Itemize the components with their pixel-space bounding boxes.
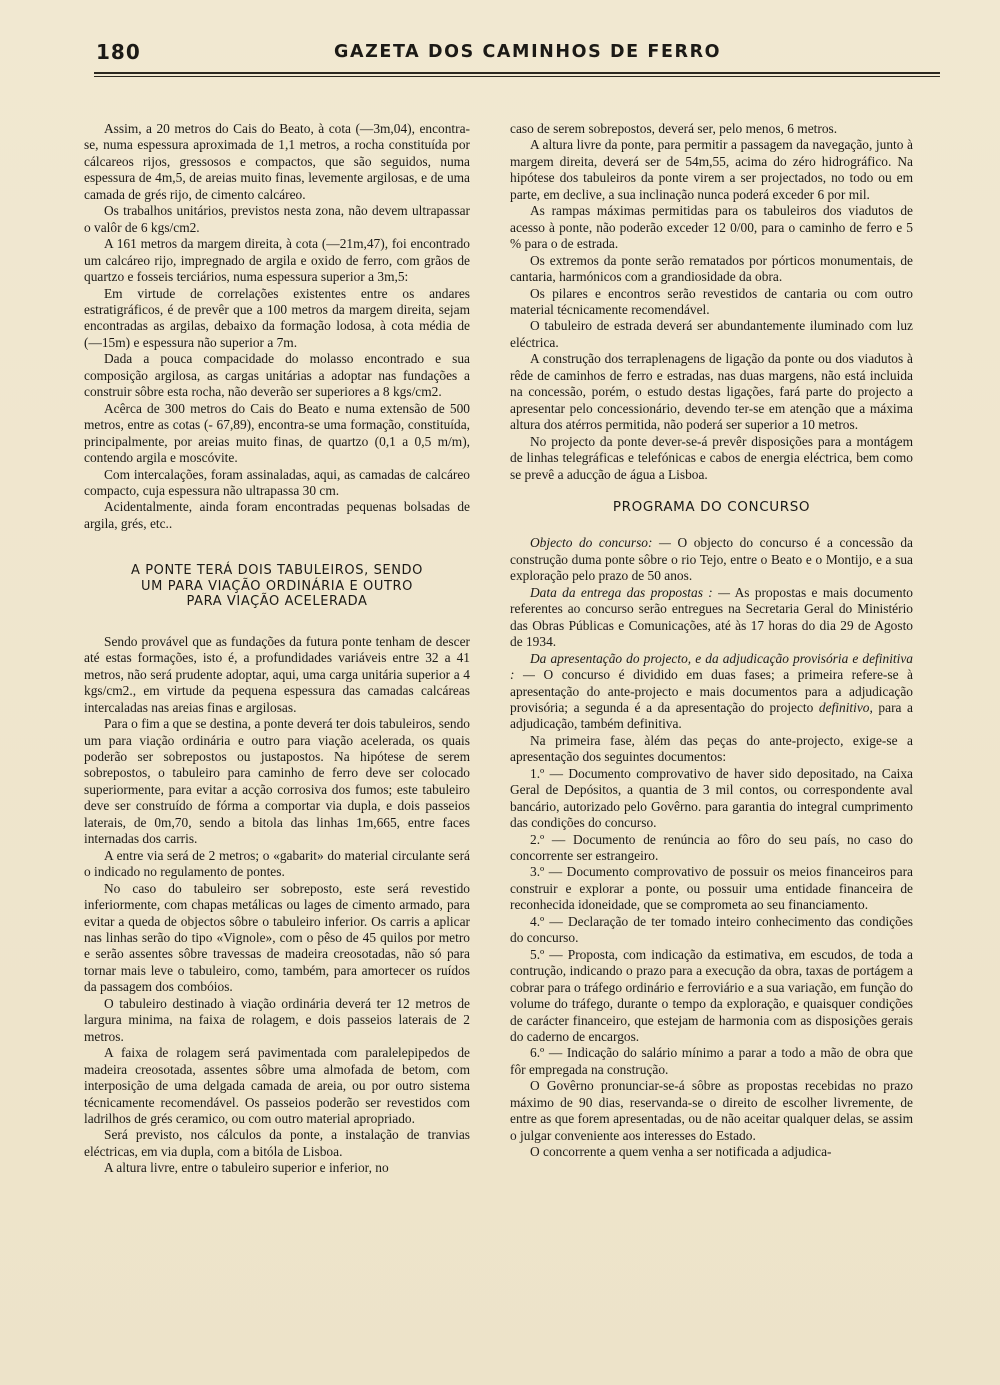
paragraph: A 161 metros da margem direita, à cota (—21m,47), foi encontrado um calcáreo rijo, impregnado de argila e oxido de ferro, com grãos de quartzo e fosseis terciários, numa espessura superior a 3m,5:: [84, 236, 470, 285]
apresentacao-text-b: para a adjudicação, também definitiva.: [510, 699, 913, 732]
paragraph: As rampas máximas permitidas para os tabuleiros dos viadutos de acesso à ponte, não poderão exceder 12 0/00, para o caminho de ferro e 5 % para o de estrada.: [510, 203, 913, 252]
paragraph: Assim, a 20 metros do Cais do Beato, à cota (—3m,04), encontra-se, numa espessura aproximada de 1,1 metros, a rocha constituída por cálcareos rijos, gressosos e compactos, que são seguidos, numa espessura de 4m,5, de areias muito finas, levemente argilosas, e de uma camada de grés rijo, de cimento calcáreo.: [84, 121, 470, 202]
paragraph: Acidentalmente, ainda foram encontradas pequenas bolsadas de argila, grés, etc..: [84, 499, 470, 531]
paragraph: Acêrca de 300 metros do Cais do Beato e numa extensão de 500 metros, entre as cotas (- 67,89), encontra-se uma formação, constituída, principalmente, por areias muito finas, de quartzo (0,1 a 0,5 m/m), contendo argila e moscóvite.: [84, 400, 470, 466]
objecto-label: Objecto do concurso: —: [530, 535, 671, 551]
paragraph: O concorrente a quem venha a ser notificada a adjudica-: [530, 1144, 832, 1160]
paragraph: Para o fim a que se destina, a ponte deverá ter dois tabuleiros, sendo um para viação ordinária e outro para viação acelerada, os quais poderão ser sobrepostos ou justapostos. Na hipótese de serem sobrepostos, o tabuleiro para caminho de ferro deve ser colocado superiormente, para evitar a acção corrosiva dos fumos; este tabuleiro deve ser construído de fórma a comportar via dupla, e dois passeios laterais, de 0m,70, sendo a bitola das linhas 1m,665, entre faces internadas dos carris.: [84, 716, 470, 847]
section-heading-line: PARA VIAÇÃO ACELERADA: [186, 594, 368, 610]
running-title: GAZETA DOS CAMINHOS DE FERRO: [334, 42, 722, 62]
list-item: 1.º — Documento comprovativo de haver sido depositado, na Caixa Geral de Depósitos, a quantia de 3 mil contos, ou correspondente aval bancário, autorizado pelo Govêrno. para garantia do integral cumprimento das condições do concurso.: [510, 765, 913, 831]
paragraph-apresentacao: [510, 651, 913, 733]
paragraph-data: [510, 585, 913, 651]
data-text: As propostas e mais documento referentes ao concurso serão entregues na Secretaria Geral do Ministério das Obras Públicas e Comunicações, até às 17 horas do dia 29 de Agosto de 1934.: [510, 584, 913, 650]
paragraph-objecto: [510, 535, 913, 584]
left-column: [84, 121, 470, 1177]
paragraph: A construção dos terraplenagens de ligação da ponte ou dos viadutos à rêde de caminhos de ferro e estradas, nas duas margens, não está incluida na concessão, porém, o estudo destas ligações, fará parte do projecto a apresentar pelo concessionário, devendo ter-se em atenção que a máxima altura dos atérros permitida, não poderá ser superior a 10 metros.: [510, 351, 913, 433]
paragraph: A faixa de rolagem será pavimentada com paralelepipedos de madeira creosotada, assentes sôbre uma almofada de betom, com interposição de uma delgada camada de areia, ou por outro sistema técnicamente recomendável. Os passeios poderão ser revestidos com ladrilhos de grés ceramico, ou com outro material apropriado.: [84, 1045, 470, 1126]
objecto-text: O objecto do concurso é a concessão da construção duma ponte sôbre o rio Tejo, entre o Beato e o Montijo, e a sua exploração pelo prazo de 50 anos.: [510, 535, 914, 584]
paragraph: A entre via será de 2 metros; o «gabarit» do material circulante será o indicado no regulamento de pontes.: [84, 847, 470, 880]
paragraph: Sendo provável que as fundações da futura ponte tenham de descer até estas formações, isto é, a profundidades variáveis entre 32 a 41 metros, não será prudente adoptar, aqui, uma carga unitária superior a 4 kgs/cm2., em virtude da pequena espessura das camadas calcáreas intercaladas nas areias finas e argilosas.: [84, 633, 470, 715]
apresentacao-italic: definitivo,: [818, 699, 873, 715]
paragraph: Dada a pouca compacidade do molasso encontrado e sua composição argilosa, as cargas unitárias a adoptar nas fundações a construir sôbre esta rocha, não deverão ser superiores a 8 kgs/cm2.: [84, 351, 470, 400]
paragraph: No projecto da ponte dever-se-á prevêr disposições para a montágem de linhas telegráficas e telefónicas e cabos de energia eléctrica, bem como se prevê a aducção de água a Lisboa.: [510, 433, 913, 482]
page-number: 180: [96, 40, 141, 64]
section-heading-line: A PONTE TERÁ DOIS TABULEIROS, SENDO: [130, 563, 424, 579]
list-item: 2.º — Documento de renúncia ao fôro do seu país, no caso do concorrente ser estrangeiro.: [510, 831, 913, 864]
apresentacao-text-a: O concurso é dividido em duas fases; a primeira refere-se à apresentação do ante-projecto e mais documentos para a adjudicação provisória; a segunda é a da apresentação do projecto: [510, 667, 913, 715]
apresentacao-label: Da apresentação do projecto, e da adjudicação provisória e definitiva : —: [510, 650, 913, 683]
list-item: 3.º — Documento comprovativo de possuir os meios financeiros para construir e explorar a ponte, ou possuir uma entidade financeira de reconhecida idoneidade, que se comprometa ao seu financiamento.: [510, 864, 913, 913]
paragraph: Com intercalações, foram assinaladas, aqui, as camadas de calcáreo compacto, cuja espessura não ultrapassa 30 cm.: [84, 466, 470, 498]
header-rule: [94, 72, 940, 77]
data-label: Data da entrega das propostas : —: [530, 584, 731, 600]
paragraph: O tabuleiro de estrada deverá ser abundantemente iluminado com luz eléctrica.: [510, 318, 913, 350]
paragraph: Os extremos da ponte serão rematados por pórticos monumentais, de cantaria, harmónicos com a grandiosidade da obra.: [510, 252, 913, 285]
section-heading-line: UM PARA VIAÇÃO ORDINÁRIA E OUTRO: [141, 578, 413, 594]
paragraph: Os trabalhos unitários, previstos nesta zona, não devem ultrapassar o valôr de 6 kgs/cm2.: [84, 203, 470, 235]
list-item: 4.º — Declaração de ter tomado inteiro conhecimento das condições do concurso.: [510, 913, 913, 946]
paragraph: Os pilares e encontros serão revestidos de cantaria ou com outro material técnicamente recomendável.: [510, 285, 913, 317]
paragraph: caso de serem sobrepostos, deverá ser, pelo menos, 6 metros.: [510, 121, 838, 136]
paragraph: Em virtude de correlações existentes entre os andares estratigráficos, é de prevêr que a 100 metros da margem direita, sejam encontradas as argilas, debaixo da formação lodosa, à cota média de (—15m) e espessura não superior a 7m.: [84, 285, 470, 350]
right-column: [510, 121, 913, 1161]
paragraph: A altura livre da ponte, para permitir a passagem da navegação, junto à margem direita, deverá ser de 54m,55, acima do zéro hidrográfico. Na hipótese dos tabuleiros da ponte virem a ser projectados, no todo ou em parte, em declive, a sua inclinação nunca poderá exceder 6 por mil.: [510, 137, 913, 202]
paragraph: O tabuleiro destinado à viação ordinária deverá ter 12 metros de largura minima, na faixa de rolagem, e dois passeios laterais de 2 metros.: [84, 995, 470, 1044]
paragraph: A altura livre, entre o tabuleiro superior e inferior, no: [104, 1160, 389, 1176]
paragraph: Na primeira fase, àlém das peças do ante-projecto, exige-se a apresentação dos seguintes documentos:: [510, 732, 913, 765]
list-item: 6.º — Indicação do salário mínimo a parar a todo a mão de obra que fôr empregada na construção.: [510, 1045, 913, 1077]
section-heading: [84, 563, 470, 610]
paragraph: Será previsto, nos cálculos da ponte, a instalação de tranvias eléctricas, em via dupla, com a bitóla de Lisboa.: [84, 1127, 470, 1159]
paragraph: No caso do tabuleiro ser sobreposto, este será revestido inferiormente, com chapas metálicas ou lages de cimento armado, para evitar a queda de objectos sôbre o tabuleiro inferior. Os carris a aplicar nas linhas serão do tipo «Vignole», com o pêso de 45 quilos por metro e serão assentes sôbre travessas de madeira creosotadas, não só para tornar mais leve o tabuleiro, como, também, para amortecer os ruídos da passagem dos combóios.: [84, 880, 470, 995]
list-item: 5.º — Proposta, com indicação da estimativa, em escudos, de toda a contrução, indicando o prazo para a execução da obra, taxas de portágem a cobrar para o tráfego ordinário e ferroviário e a sua variação, em função do volume do tráfego, durante o tempo da exploração, e quaisquer condições de carácter financeiro, que estejam de harmonia com as disposições gerais do caderno de encargos.: [510, 946, 913, 1045]
program-heading: PROGRAMA DO CONCURSO: [612, 498, 811, 515]
paragraph: O Govêrno pronunciar-se-á sôbre as propostas recebidas no prazo máximo de 90 dias, reservanda-se o direito de escolher livremente, de entre as que forem apresentadas, ou de não aceitar qualquer delas, se assim o julgar conveniente aos interesses do Estado.: [510, 1078, 913, 1143]
page-header: [96, 40, 938, 70]
